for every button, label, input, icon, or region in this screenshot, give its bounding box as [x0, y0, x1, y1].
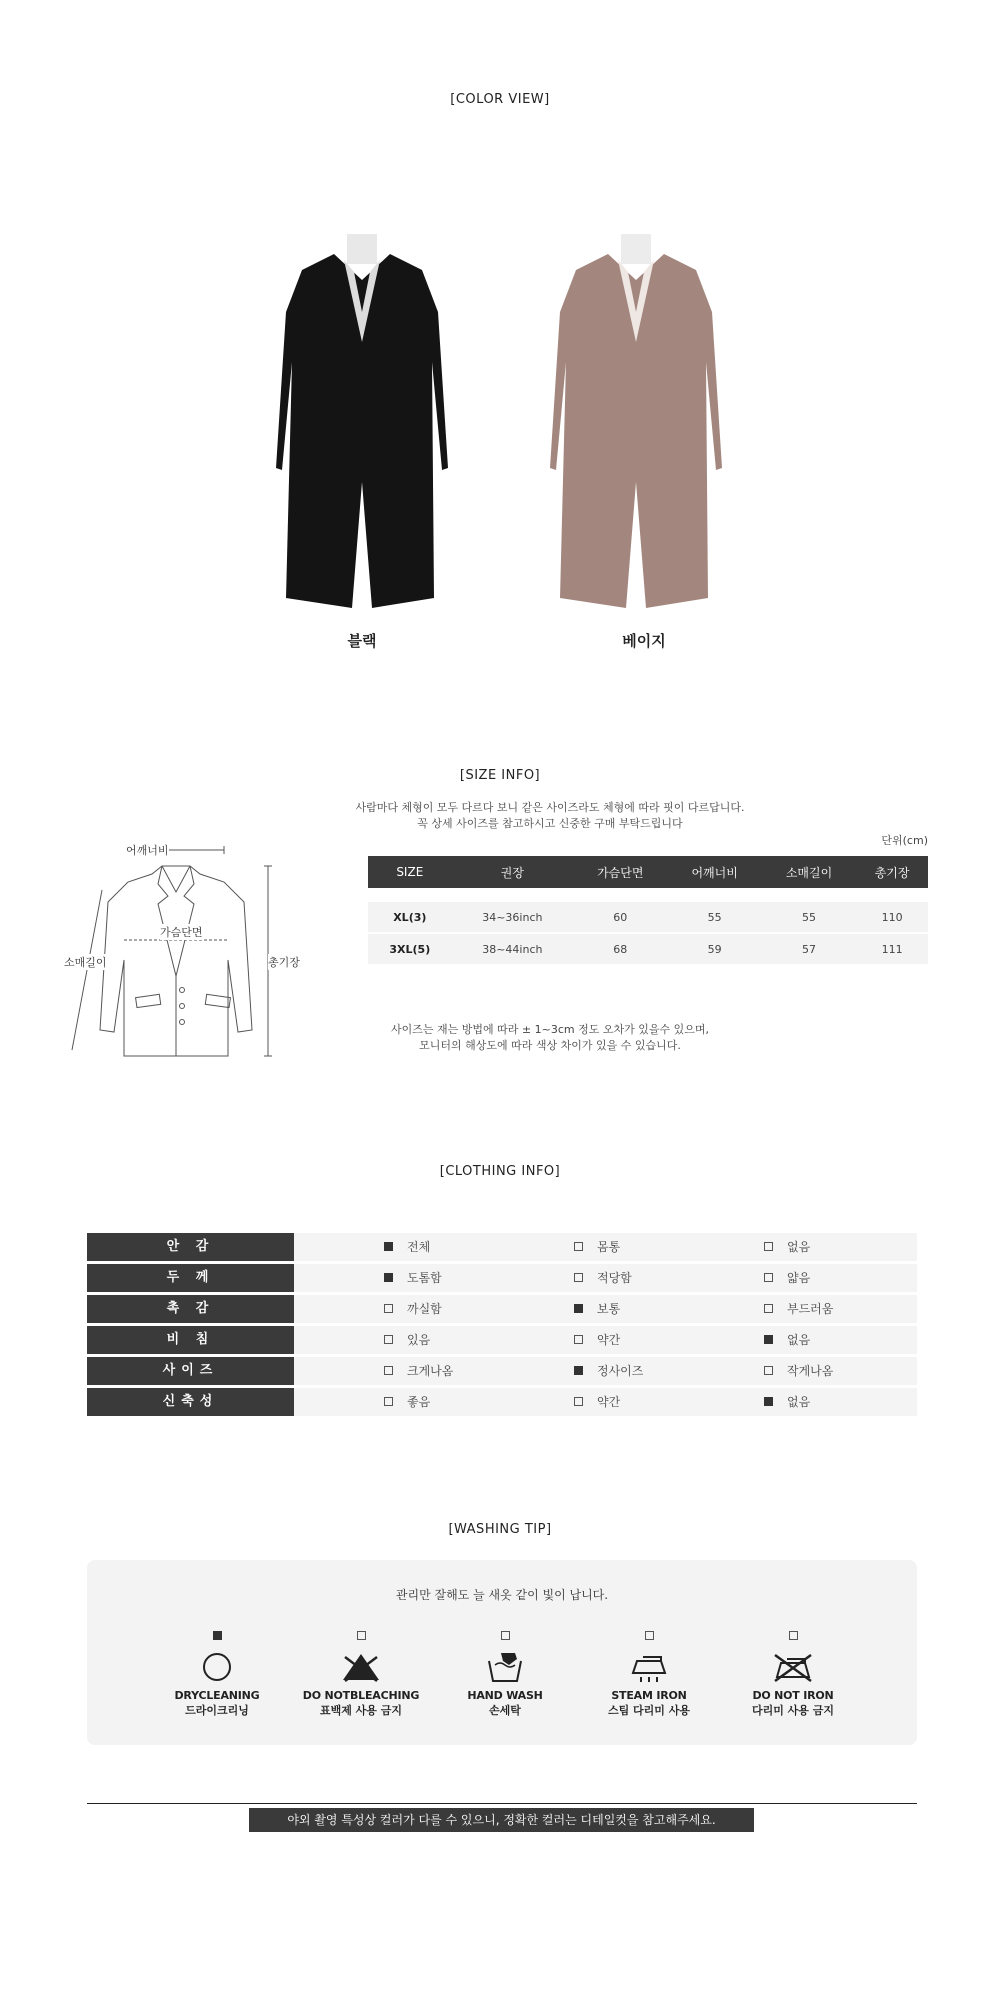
clothing-option [384, 1357, 453, 1385]
no-bleach-icon [339, 1651, 383, 1683]
clothing-option [574, 1264, 632, 1292]
wash-label-ko: 스팀 다리미 사용 [607, 1704, 691, 1717]
clothing-option [764, 1295, 833, 1323]
checked-box-icon [574, 1366, 583, 1375]
unchecked-box-icon [384, 1366, 393, 1375]
color-disclaimer-bar: 야외 촬영 특성상 컬러가 다를 수 있으니, 정확한 컬러는 디테일컷을 참고해주세요. [249, 1808, 754, 1832]
washing-tip-panel [87, 1560, 917, 1745]
unchecked-box-icon [384, 1397, 393, 1406]
wash-item-no-iron [723, 1626, 863, 1718]
checked-box-icon [764, 1335, 773, 1344]
unchecked-box-icon [574, 1273, 583, 1282]
size-intro-line2: 꼭 상세 사이즈를 참고하시고 신중한 구매 부탁드립니다 [417, 817, 683, 830]
clothing-info-options [294, 1233, 917, 1261]
checked-box-icon [384, 1273, 393, 1282]
beige-coat-image [546, 232, 726, 612]
unchecked-box-icon [574, 1397, 583, 1406]
clothing-option-label: 몸통 [597, 1240, 621, 1254]
diagram-label-sleeve: 소매길이 [64, 956, 107, 969]
wash-checkbox [213, 1631, 222, 1640]
clothing-option [574, 1388, 620, 1416]
clothing-info-label: 촉 감 [87, 1295, 294, 1323]
wash-label-en: HAND WASH [467, 1689, 543, 1702]
unchecked-box-icon [574, 1242, 583, 1251]
checked-box-icon [574, 1304, 583, 1313]
clothing-option-label: 보통 [597, 1302, 621, 1316]
wash-item-drycleaning [147, 1626, 287, 1718]
clothing-info-label: 비 침 [87, 1326, 294, 1354]
size-cell: 110 [856, 902, 928, 934]
clothing-option-label: 적당함 [597, 1271, 632, 1285]
clothing-info-row [87, 1295, 917, 1323]
clothing-info-options [294, 1264, 917, 1292]
clothing-info-label: 신축성 [87, 1388, 294, 1416]
clothing-option [384, 1233, 430, 1261]
wash-checkbox [789, 1631, 798, 1640]
size-cell: 55 [762, 902, 856, 934]
clothing-option [574, 1233, 620, 1261]
size-cell: 68 [573, 934, 667, 966]
clothing-option [384, 1388, 430, 1416]
clothing-info-options [294, 1357, 917, 1385]
clothing-option-label: 얇음 [787, 1271, 811, 1285]
color-label-beige: 베이지 [622, 632, 666, 650]
clothing-option-label: 약간 [597, 1333, 621, 1347]
washing-subtitle: 관리만 잘해도 늘 새옷 같이 빛이 납니다. [395, 1588, 609, 1602]
size-table-header [368, 856, 928, 888]
wash-item-no-bleach [291, 1626, 431, 1718]
size-table [368, 856, 928, 966]
unchecked-box-icon [384, 1335, 393, 1344]
clothing-option [574, 1357, 643, 1385]
clothing-option [764, 1264, 810, 1292]
size-cell: XL(3) [368, 902, 452, 934]
unit-label: 단위(cm) [881, 834, 928, 847]
size-header-cell: SIZE [368, 856, 452, 888]
clothing-option [764, 1326, 810, 1354]
washing-tip-title: [WASHING TIP] [448, 1522, 552, 1537]
clothing-option-label: 없음 [787, 1333, 811, 1347]
size-cell: 55 [667, 902, 761, 934]
size-cell: 59 [667, 934, 761, 966]
wash-checkbox [357, 1631, 366, 1640]
unchecked-box-icon [764, 1366, 773, 1375]
clothing-option-label: 부드러움 [787, 1302, 834, 1316]
wash-label-ko: 표백제 사용 금지 [319, 1704, 403, 1717]
clothing-option [574, 1295, 620, 1323]
clothing-option-label: 크게나옴 [407, 1364, 454, 1378]
size-cell: 3XL(5) [368, 934, 452, 966]
clothing-option [384, 1264, 442, 1292]
wash-label-ko: 드라이크리닝 [185, 1704, 249, 1717]
bottom-divider [87, 1803, 917, 1804]
unchecked-box-icon [764, 1242, 773, 1251]
beige-coat-body [550, 254, 722, 608]
size-header-cell: 권장 [452, 856, 573, 888]
clothing-info-row [87, 1357, 917, 1385]
wash-label-ko: 손세탁 [489, 1704, 521, 1717]
clothing-option-label: 도톰함 [407, 1271, 442, 1285]
unchecked-box-icon [384, 1304, 393, 1313]
size-header-cell: 가슴단면 [573, 856, 667, 888]
wash-label-ko: 다리미 사용 금지 [751, 1704, 835, 1717]
clothing-option-label: 좋음 [407, 1395, 431, 1409]
clothing-info-row [87, 1233, 917, 1261]
size-note-text [200, 1022, 900, 1054]
diagram-label-shoulder: 어깨너비 [126, 844, 169, 857]
drycleaning-icon [197, 1651, 237, 1683]
size-info-title: [SIZE INFO] [459, 768, 541, 783]
hand-wash-icon [485, 1651, 525, 1683]
checked-box-icon [764, 1397, 773, 1406]
clothing-info-options [294, 1295, 917, 1323]
clothing-option [384, 1326, 430, 1354]
size-intro-text [200, 800, 900, 832]
clothing-option [574, 1326, 620, 1354]
size-header-cell: 소매길이 [762, 856, 856, 888]
size-note-line2: 모니터의 해상도에 따라 색상 차이가 있을 수 있습니다. [419, 1039, 681, 1052]
wash-label-en: STEAM IRON [611, 1689, 687, 1702]
clothing-option-label: 작게나옴 [787, 1364, 834, 1378]
unchecked-box-icon [764, 1273, 773, 1282]
size-cell: 60 [573, 902, 667, 934]
clothing-info-label: 안 감 [87, 1233, 294, 1261]
clothing-option-label: 까실함 [407, 1302, 442, 1316]
checked-box-icon [384, 1242, 393, 1251]
clothing-info-label: 사이즈 [87, 1357, 294, 1385]
clothing-info-options [294, 1326, 917, 1354]
black-coat-image [272, 232, 452, 612]
size-cell: 38~44inch [452, 934, 573, 966]
clothing-info-row [87, 1388, 917, 1416]
size-cell: 57 [762, 934, 856, 966]
clothing-info-options [294, 1388, 917, 1416]
wash-label-en: DRYCLEANING [174, 1689, 260, 1702]
clothing-option-label: 정사이즈 [597, 1364, 644, 1378]
clothing-option-label: 없음 [787, 1240, 811, 1254]
clothing-option-label: 있음 [407, 1333, 431, 1347]
wash-label-en: DO NOTBLEACHING [302, 1689, 420, 1702]
wash-checkbox [645, 1631, 654, 1640]
clothing-option-label: 전체 [407, 1240, 431, 1254]
size-header-cell: 어깨너비 [667, 856, 761, 888]
clothing-option-label: 없음 [787, 1395, 811, 1409]
clothing-option [764, 1388, 810, 1416]
wash-item-steam-iron [579, 1626, 719, 1718]
wash-item-hand-wash [435, 1626, 575, 1718]
size-note-line1: 사이즈는 재는 방법에 따라 ± 1~3cm 정도 오차가 있을수 있으며, [391, 1023, 709, 1036]
size-table-row [368, 934, 928, 966]
clothing-info-row [87, 1264, 917, 1292]
wash-checkbox [501, 1631, 510, 1640]
clothing-option [764, 1357, 833, 1385]
steam-iron-icon [627, 1651, 671, 1683]
size-intro-line1: 사람마다 체형이 모두 다르다 보니 같은 사이즈라도 체형에 따라 핏이 다르답니다. [355, 801, 745, 814]
wash-label-en: DO NOT IRON [752, 1689, 834, 1702]
clothing-option [384, 1295, 442, 1323]
no-iron-icon [771, 1651, 815, 1683]
size-header-cell: 총기장 [856, 856, 928, 888]
diagram-label-chest: 가슴단면 [160, 926, 203, 939]
clothing-info-row [87, 1326, 917, 1354]
clothing-info-title: [CLOTHING INFO] [439, 1164, 561, 1179]
clothing-option [764, 1233, 810, 1261]
diagram-label-length: 총기장 [268, 956, 300, 969]
size-table-row [368, 902, 928, 934]
color-view-title: [COLOR VIEW] [450, 92, 550, 107]
black-coat-body [276, 254, 448, 608]
clothing-info-label: 두 께 [87, 1264, 294, 1292]
color-label-black: 블랙 [347, 632, 377, 650]
unchecked-box-icon [574, 1335, 583, 1344]
clothing-option-label: 약간 [597, 1395, 621, 1409]
size-cell: 111 [856, 934, 928, 966]
unchecked-box-icon [764, 1304, 773, 1313]
size-cell: 34~36inch [452, 902, 573, 934]
